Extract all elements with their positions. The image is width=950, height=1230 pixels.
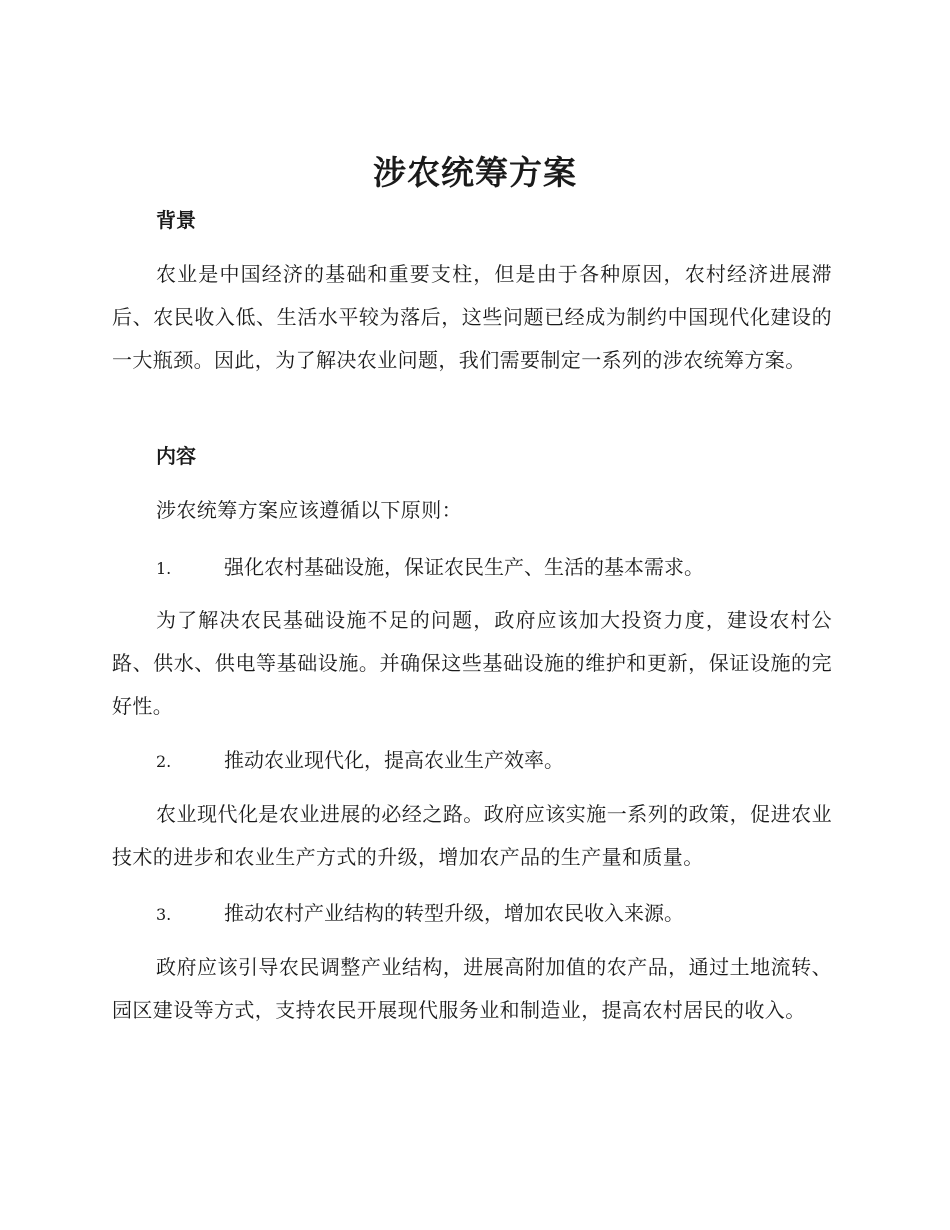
document-title: 涉农统筹方案: [373, 153, 577, 192]
principle-item-2: [156, 746, 832, 776]
principle-detail-1: 为了解决农民基础设施不足的问题，政府应该加大投资力度，建设农村公路、供水、供电等基础设施。并确保这些基础设施的维护和更新，保证设施的完好性。: [112, 608, 832, 718]
principle-item-1: [156, 553, 832, 583]
background-paragraph: 农业是中国经济的基础和重要支柱，但是由于各种原因，农村经济进展滞后、农民收入低、生活水平较为落后，这些问题已经成为制约中国现代化建设的一大瓶颈。因此，为了解决农业问题，我们需要制定一系列的涉农统筹方案。: [112, 262, 832, 372]
principle-text: 推动农村产业结构的转型升级，增加农民收入来源。: [224, 901, 684, 925]
section-heading-content: 内容: [156, 444, 196, 468]
principle-item-3: [156, 899, 832, 929]
content-intro: 涉农统筹方案应该遵循以下原则：: [156, 498, 462, 522]
principle-detail-2: 农业现代化是农业进展的必经之路。政府应该实施一系列的政策，促进农业技术的进步和农业生产方式的升级，增加农产品的生产量和质量。: [112, 802, 832, 869]
principle-number: 3.: [156, 905, 172, 924]
section-heading-background: 背景: [156, 208, 196, 232]
principle-number: 1.: [156, 559, 172, 578]
principle-text: 推动农业现代化，提高农业生产效率。: [224, 748, 564, 772]
principle-text: 强化农村基础设施，保证农民生产、生活的基本需求。: [224, 555, 704, 579]
principle-detail-3: 政府应该引导农民调整产业结构，进展高附加值的农产品，通过土地流转、园区建设等方式，支持农民开展现代服务业和制造业，提高农村居民的收入。: [112, 955, 832, 1022]
principle-number: 2.: [156, 752, 172, 771]
